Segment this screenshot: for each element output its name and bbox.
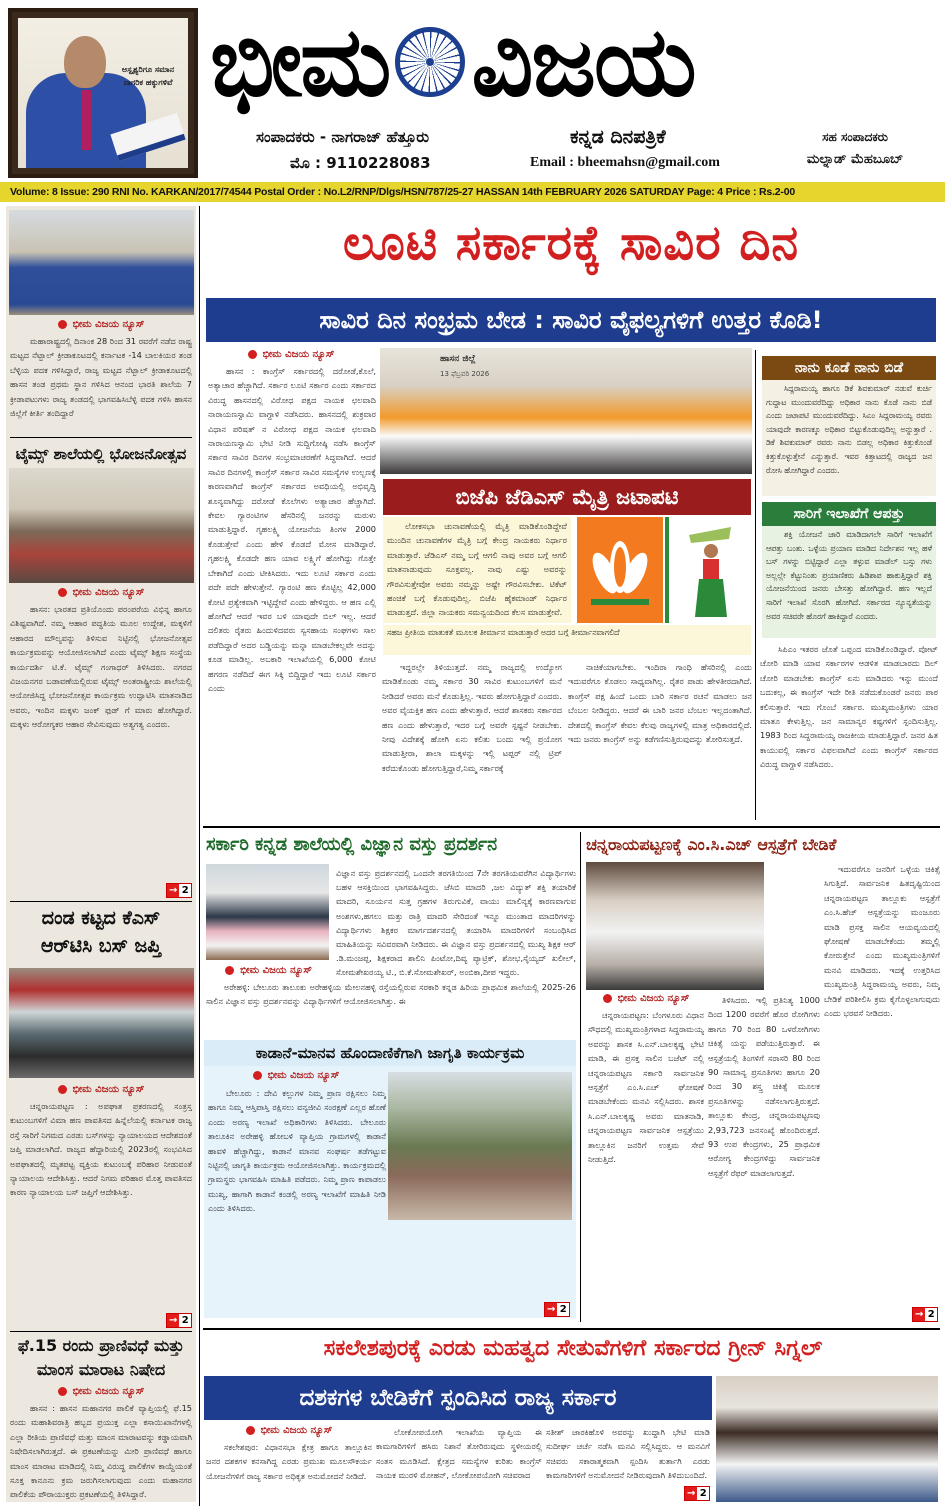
science-body-2 <box>336 866 576 980</box>
portrait-tie <box>82 90 92 150</box>
meat-ban-body: ಹಾಸನ : ಹಾಸನ ಮಹಾನಗರ ಪಾಲಿಕೆ ವ್ಯಾಪ್ತಿಯಲ್ಲಿ ಫೆ.15 ರಂದು ಮಹಾಶಿವರಾತ್ರಿ ಹಬ್ಬದ ಪ್ರಯುಕ್ತ ಎಲ್ಲಾ ಕಸಾಯಿಖಾನೆಗಳಲ್ಲಿ ಎಲ್ಲಾ ರೀತಿಯ ಪ್ರಾಣಿವಧೆ ಮತ್ತು ಮಾಂಸ ಮಾರಾಟವನ್ನು ಕಡ್ಡಾಯವಾಗಿ ನಿಷೇದಿಸಲಾಗಿರುತ್ತದೆ. ಈ ಪ್ರಕಟಣೆಯನ್ನು ಮೀರಿ ಪ್ರಾಣಿವಧೆ ಹಾಗೂ ಮಾಂಸ ಮಾರಾಟ ಮಾಡಿದಲ್ಲಿ ನಿಮ್ಮ ವಿರುದ್ಧ ಪಾಲಿಕೆಗಳ ಕಾಯ್ದೆಯಂತೆ ಸೂಕ್ತ ಕಾನೂನು ಕ್ರಮ ಜರುಗಿಸಲಾಗುವುದು ಎಂದು ಮಹಾನಗರ ಪಾಲಿಕೆಯ ಪೌರಾಯುಕ್ತರು ಪ್ರಕಟಣೆಯಲ್ಲಿ ತಿಳಿಸಿದ್ದಾರೆ. <box>10 1403 192 1500</box>
hospital-headline: ಚನ್ನರಾಯಪಟ್ಟಣಕ್ಕೆ ಎಂ.ಸಿ.ಎಚ್ ಆಸ್ಪತ್ರೆಗೆ ಬೇಡಿಕೆ <box>586 835 837 854</box>
bus-seizure-headline: ದಂಡ ಕಟ್ಟದ ಕೆಎಸ್ ಆರ್‌ಟಿಸಿ ಬಸ್ ಜಪ್ತಿ <box>40 907 162 957</box>
byline <box>204 1425 374 1436</box>
byline <box>6 1084 196 1095</box>
byline <box>206 349 376 360</box>
lead-para: ಸಿಪಿಎಂ ಇತರರ ಜೊತೆ ಒಪ್ಪಂದ ಮಾಡಿಕೊಂಡಿದ್ದಾರೆ. <box>778 644 919 654</box>
times-headline: ಟೈಮ್ಸ್ ಶಾಲೆಯಲ್ಲಿ ಭೋಜನೋತ್ಸವ <box>15 445 187 463</box>
bullet-icon <box>58 1387 67 1396</box>
lead-para: ಆದರೆ ದಲಿತರು ರೈತರು ಹಿಂದುಳಿದವರು ಸ್ವಸಹಾಯ ಸಂಘಗಳು ಸಾಲ ಪಡೆದಿದ್ದಾರೆ ಅದರ ಬಡ್ಡಿಯನ್ನು ಮನ್ನಾ ಮಾಡಬೇಕಲ್ಲವೇ ಅದನ್ನು ಕೂಡ ಮಾಡಿಲ್ಲ. <box>208 610 376 665</box>
portrait-head <box>64 36 106 88</box>
netball-body: ಮಹಾರಾಷ್ಟ್ರದಲ್ಲಿ ದಿನಾಂಕ 28 ರಿಂದ 31 ರವರೆಗೆ ನಡೆದ ರಾಷ್ಟ್ರ ಮಟ್ಟದ ನೆಟ್ಬಾಲ್ ಕ್ರೀಡಾಕೂಟದಲ್ಲಿ ಕರ್ನಾಟಕ -14 ಬಾಲಕಿಯರ ತಂಡ ಬೆಳ್ಳಿಯ ಪದಕ ಗಳಿಸಿದ್ದಾರೆ, ರಾಜ್ಯ ಮಟ್ಟದ ನೆಟ್ಬಾಲ್ ಕ್ರೀಡಾಕೂಟದಲ್ಲಿ ಹಾಸನ ತಂಡ ಪ್ರಥಮ ಸ್ಥಾನ ಗಳಿಸಿದ ಆನಂದ ಭಾರತಿ ಶಾಲೆಯ 7 ಕ್ರೀಡಾಪಟುಗಳು ರಾಜ್ಯ ತಂಡದಲ್ಲಿ ಭಾಗವಹಿಸಿಬೆಳ್ಳಿ ಪದಕ ಗಳಿಸಿ ಹಾಸನ ಜಿಲ್ಲೆಗೆ ಕೀರ್ತಿ ತಂದಿದ್ದಾರೆ <box>10 336 192 419</box>
byline <box>206 1070 386 1081</box>
column-divider <box>199 206 200 1506</box>
phone-line: ಮೊ : 9110228083 <box>290 154 431 172</box>
meat-ban-headline: ಫೆ.15 ರಂದು ಪ್ರಾಣಿವಧೆ ಮತ್ತು ಮಾಂಸ ಮಾರಾಟ ನಿಷೇದ <box>17 1336 185 1379</box>
awareness-program-photo <box>388 1072 572 1220</box>
sakaleshpur-headline: ಸಕಲೇಶಪುರಕ್ಕೆ ಎರಡು ಮಹತ್ವದ ಸೇತುವೆಗಳಿಗೆ ಸರ್ಕಾರದ ಗ್ರೀನ್ ಸಿಗ್ನಲ್ <box>323 1336 823 1361</box>
page-number: 2 <box>181 1315 189 1326</box>
lotus-icon <box>577 517 663 623</box>
hospital-column-3: ಇದುವರೆಗೂ ಜನರಿಗೆ ಒಳ್ಳೆಯ ಚಿಕಿತ್ಸೆ ಸಿಗುತ್ತಿದೆ. ಸಾರ್ವಜನಿಕ ಹಿತದೃಷ್ಟಿಯಿಂದ ಚನ್ನರಾಯಪಟ್ಟಣ ತಾಲ್ಲೂಕು ಆಸ್ಪತ್ರೆಗೆ ಎಂ.ಸಿ.ಹೆಚ್ ಆಸ್ಪತ್ರೆಯನ್ನು ಮಂಜೂರು ಮಾಡಿ ಪ್ರಸಕ್ತ ಸಾಲಿನ ಆಯವ್ಯಯದಲ್ಲಿ ಘೋಷಣೆ ಮಾಡಬೇಕೆಂದು ತಮ್ಮಲ್ಲಿ ಕೋರುತ್ತೇನೆ ಎಂದು ಮುಖ್ಯಮಂತ್ರಿಗಳಿಗೆ ಮನವಿ ಮಾಡಿದರು. ಇದಕ್ಕೆ ಉತ್ತರಿಸಿದ ಮುಖ್ಯಮಂತ್ರಿ ಸಿದ್ದರಾಮಯ್ಯ ಅವರು, ನಿಮ್ಮ ಬೇಡಿಕೆ ಪರಿಶೀಲಿಸಿ ಕ್ರಮ ಕೈಗೊಳ್ಳಲಾಗುವುದು ಎಂದು ಭರವಸೆ ನೀಡಿದರು. <box>824 864 940 1019</box>
hospital-meeting-photo <box>586 862 764 990</box>
lead-para: ಕಾಂಗ್ರೆಸ್ ಸರ್ಕಾರದ ಅವಧಿಯಲ್ಲಿ ಅಭಿವೃದ್ಧಿ ಶೂನ್ಯವಾಗಿದ್ದು ದರೋಡೆ ಕೊಲೆಗಳು ಅತ್ಯಾಚಾರ ಹೆಚ್ಚಾಗಿದೆ. <box>208 481 376 506</box>
elephant-headline: ಕಾಡಾನೆ-ಮಾನವ ಹೊಂದಾಣಿಕೆಗಾಗಿ ಜಾಗೃತಿ ಕಾರ್ಯಕ್ರಮ <box>204 1040 576 1066</box>
byline <box>206 965 331 976</box>
lead-column-2 <box>382 660 562 822</box>
lead-column-3 <box>568 660 752 822</box>
lead-para: ನಮ್ಮ ರಾಜ್ಯದಲ್ಲಿ ಉದ್ಯೋಗ ಮಾಡಿಕೊಂಡು ನಮ್ಮ ಸರ್ಕಾರ 30 ಸಾವಿರ ಕುಟುಂಬಗಳಿಗೆ ಮನೆ ನೀಡಿದರೆ ಅವರು ಮನೆ ಕೊಡುತ್ತಿಲ್ಲ. ಇವರು ಹೋಗುತ್ತಿದ್ದಾರೆ ಎಂದರು. <box>382 662 562 701</box>
bullet-icon <box>253 1071 262 1080</box>
lead-para: ನಾಚಿಕೆಯಾಗಬೇಕು. ಇಂದಿರಾ ಗಾಂಧಿ ಹೆಸರಿನಲ್ಲಿ ಎಂದು ಇದುವರೆಗೂ ಕೊಡಲು ಸಾಧ್ಯವಾಗಿಲ್ಲ. ರೈತರ ಪಾಡು ಹೇಳತೀರದಾಗಿದೆ. <box>568 662 752 687</box>
lead-para: ದೇಶದಲ್ಲಿ ಕಾಂಗ್ರೆಸ್ ಕೇವಲ ಕೆಲವು ರಾಜ್ಯಗಳಲ್ಲಿ ಮಾತ್ರ ಅಧಿಕಾರದಲ್ಲಿದೆ. ಇದು ಜನರು ಕಾಂಗ್ರೆಸ್ ಅನ್ನು ಕಡೆಗಣಿಸುತ್ತಿರುವುದನ್ನು ತೋರಿಸುತ್ತದೆ. <box>568 719 752 745</box>
bullet-icon <box>248 350 257 359</box>
lead-column-1 <box>208 364 376 826</box>
page-number: 2 <box>927 1309 935 1320</box>
co-editor-label: ಸಹ ಸಂಪಾದಕರು <box>822 130 888 144</box>
bullet-icon <box>58 1085 67 1094</box>
bjp-jds-body: ಲೋಕಸಭಾ ಚುನಾವಣೆಯಲ್ಲಿ ಮೈತ್ರಿ ಮಾಡಿಕೊಂಡಿದ್ದೇವೆ ಮುಂದಿನ ಚುನಾವಣೆಗಳ ಮೈತ್ರಿ ಬಗ್ಗೆ ಕೇಂದ್ರ ನಾಯಕರು ನಿರ್ಧಾರ ಮಾಡುತ್ತಾರೆ. ಜೆಡಿಎಸ್ ನಮ್ಮ ಬಗ್ಗೆ ಆಗಲಿ ನಾವು ಅವರ ಬಗ್ಗೆ ಆಗಲಿ ಮಾತನಾಡುವುದು ಸೂಕ್ತವಲ್ಲ. ನಾವು ಎಷ್ಟು ಅವರನ್ನು ಗೌರವಿಸುತ್ತೇವೋ ಅವರು ನಮ್ಮನ್ನು ಅಷ್ಟೇ ಗೌರವಿಸಬೇಕು. ಟಿಕೆಟ್ ಹಂಚಿಕೆ ಬಗ್ಗೆ ಕೊಡುವುದಿಲ್ಲ. ಬಿಜೆಪಿ ಹೈಕಮಾಂಡ್ ನಿರ್ಧಾರ ಮಾಡುತ್ತದೆ. ಜಿಲ್ಲಾ ನಾಯಕರು ಸಮನ್ವಯದಿಂದ ಕೆಲಸ ಮಾಡುತ್ತೇವೆ. <box>383 517 571 623</box>
byline-text: ಭೀಮ ವಿಜಯ ನ್ಯೂಸ್ <box>72 319 145 330</box>
science-exhibition-photo <box>206 864 329 960</box>
sakaleshpur-photo <box>716 1376 938 1502</box>
byline <box>6 1386 196 1397</box>
nanu-kode-headline: ನಾನು ಕೂಡೆ ನಾನು ಬಿಡೆ <box>762 356 936 380</box>
ambedkar-portrait <box>8 8 198 178</box>
co-editor-name: ಮಲ್ನಾಡ್ ಮೆಹಬೂಬ್ <box>806 152 904 167</box>
nanu-kode-body: ಸಿದ್ದರಾಮಯ್ಯ ಹಾಗೂ ಡಿಕೆ ಶಿವಕುಮಾರ್ ನಡುವೆ ಕುರ್ಚಿ ಗುದ್ದಾಟ ಮುಂದುವರೆದಿದ್ದು ಅಧಿಕಾರ ನಾನು ಕೊಡೆ ನಾನು ಬಿಡೆ ಎಂದು ಜಟಾಪಟಿ ಮುಂದುವರೆದಿದ್ದು. ಸಿಎಂ ಸಿದ್ದರಾಮಯ್ಯ ರವರು ಯಾವುದೇ ಕಾರಣಕ್ಕೂ ಅಧಿಕಾರ ಬಿಟ್ಟುಕೊಡುವುದಿಲ್ಲ ಅನ್ನುತ್ತಾರೆ . ಡಿಕೆ ಶಿವಕುಮಾರ್ ರವರು ನಾನು ಬಿಡಲ್ಲ ಅಧಿಕಾರ ಕಿತ್ತುಕೊಂಡೆ ಕಿತ್ತುಕೊಳ್ಳುತ್ತೇನೆ ಎನ್ನುತ್ತಾರೆ. ಇವರ ಕಿತ್ತಾಟದಲ್ಲಿ ರಾಜ್ಯದ ಜನ ರೋಸಿ ಹೋಗಿದ್ದಾರೆ ಎಂದರು. <box>762 380 936 496</box>
bjp-jds-caption: ಸಹಜ ಪ್ರೀತಿಯ ಮಾತುಕತೆ ಮೂಲಕ ತೀರ್ಮಾನ ಮಾಡುತ್ತಾರೆ ಅದರ ಬಗ್ಗೆ ತೀರ್ಮಾನವಾಗಲಿದೆ <box>383 625 751 655</box>
lead-para: ಇದು ಗೊಂಬೆ ಸರ್ಕಾರ. ಮುಖ್ಯಮಂತ್ರಿಗಳು ಯಾರ ಮಾತೂ ಕೇಳುತ್ತಿಲ್ಲ. ಜನ ಸಾಮಾನ್ಯರ ಕಷ್ಟಗಳಿಗೆ ಸ್ಪಂದಿಸುತ್ತಿಲ್ಲ. 1983 ರಿಂದ ಸಿದ್ದರಾಮಯ್ಯ ರಾಜಕೀಯ ಮಾಡುತ್ತಿದ್ದಾರೆ. <box>760 701 938 741</box>
email-line: Email : bheemahsn@gmail.com <box>530 155 720 170</box>
logo-left: ಭೀಮ <box>210 6 390 118</box>
sakaleshpur-column-2: ಲೋಕೋಪಯೋಗಿ ಇಲಾಖೆಯ ವ್ಯಾಪ್ತಿಯ ಈ ಕಾಮಗಾರಿಗಳಿಗೆ ಹಸಿರು ನಿಶಾನೆ ತೋರಿರುವುದು ಸ್ಥಳೀಯರಲ್ಲಿ ಸಂತಸ ಮೂಡಿಸಿದೆ. ಕ್ಷೇತ್ರದ ಸಮಸ್ಯೆಗಳ ಕುರಿತು ಕಾಂಗ್ರೆಸ್ ನಾಯಕ ಮುರಳಿ ಮೋಹನ್, ಲೋಕೋಪಯೋಗಿ ಸಚಿವರಾದ <box>376 1427 542 1481</box>
lead-para: ಹಾಸನದಲ್ಲಿ ಶುಕ್ರವಾರ ವಿಧಾನ ಪರಿಷತ್ ನ ವಿರೋಧ ಪಕ್ಷದ ನಾಯಕ ಛಲವಾದಿ ನಾರಾಯಣಸ್ವಾಮಿ ಭೇಟಿ ನೀಡಿ ಸುದ್ದಿಗೋಷ್ಠಿ ನಡೆಸಿ <box>208 409 376 449</box>
sarige-headline: ಸಾರಿಗೆ ಇಲಾಖೆಗೆ ಆಪತ್ತು <box>762 502 936 526</box>
bullet-icon <box>58 588 67 597</box>
continued-page-badge[interactable] <box>684 1486 710 1501</box>
column-divider <box>580 832 581 1322</box>
editor-line: ಸಂಪಾದಕರು - ನಾಗರಾಜ್ ಹೆತ್ತೂರು <box>256 128 429 146</box>
byline-text: ಭೀಮ ವಿಜಯ ನ್ಯೂಸ್ <box>72 1386 145 1397</box>
times-body: ಹಾಸನ: ಭಾರತದ ಪ್ರತಿಯೊಂದು ಪರಂಪರೆಯ ವಿಭಿನ್ನ ಹಾಗೂ ವಿಶಿಷ್ಟವಾಗಿದೆ. ನಮ್ಮ ಆಹಾರ ಪದ್ಧತಿಯ ಮೂಲ ಉದ್ದೇಶ, ಮಕ್ಕಳಿಗೆ ಆಹಾರದ ಮೌಲ್ಯವನ್ನು ತಿಳಿಸುವ ನಿಟ್ಟಿನಲ್ಲಿ ಭೋಜನೋತ್ಸವ ಕಾರ್ಯಕ್ರಮವನ್ನು ಆಯೋಜಿಸಲಾಗಿದೆ ಎಂದು ಟೈಮ್ಸ್ ಶಿಕ್ಷಣ ಸಂಸ್ಥೆಯ ಕಾರ್ಯದರ್ಶಿ ಟಿ.ಕೆ. ಟೈಮ್ಸ್ ಗಂಗಾಧರ್ ತಿಳಿಸಿದರು. ನಗರದ ವಿಜಯನಗರ ಬಡಾವಣೆಯಲ್ಲಿರುವ ಟೈಮ್ಸ್ ಅಂತರಾಷ್ಟ್ರೀಯ ಶಾಲೆಯಲ್ಲಿ ಆಯೋಜಿಸಿದ್ದ ಭೋಜನೋತ್ಸವ ಕಾರ್ಯಕ್ರಮ ಉದ್ಘಾಟಿಸಿ ಮಾತನಾಡಿದ ಅವರು, ಇಂದಿನ ಮಕ್ಕಳು ಜಂಕ್ ಫುಡ್ ಗೆ ಮಾರು ಹೋಗಿದ್ದಾರೆ. ಮಕ್ಕಳು ಆರೋಗ್ಯಕರ ಆಹಾರ ಸೇವಿಸುವುದು ಅತ್ಯಗತ್ಯ ಎಂದರು. <box>10 604 192 730</box>
byline-text: ಭೀಮ ವಿಜಯ ನ್ಯೂಸ್ <box>240 965 312 976</box>
science-para: ಜೆಸಿಬಿ ಮಾದರಿ ,ಜಲ ವಿದ್ಯುತ್ ಶಕ್ತಿ ತಯಾರಿಕೆ ಮಾದರಿ, ಸೂರ್ಯನ ಸುತ್ತ ಗ್ರಹಗಳ ತಿರುಗುವಿಕೆ, ವಾಯು ಮಾಲಿನ್ಯಕ್ಕೆ ಕಾರಣವಾಗುವ ಅಂಶಗಳು,ಹಗಲು ಮತ್ತು ರಾತ್ರಿ ಮಾದರಿ ಸೇರಿದಂತೆ ಇನ್ನೂ ಮುಂತಾದ ಮಾದರಿಗಳನ್ನು ವಿದ್ಯಾರ್ಥಿಗಳು ಶಿಕ್ಷಕರ ಮಾರ್ಗದರ್ಶನದಲ್ಲಿ ತಯಾರಿಸಿ ಮಾದರಿಗಳಿಗೆ ಸಂಬಂಧಿಸಿದ ಮಾಹಿತಿಯನ್ನು ಸವಿವರವಾಗಿ ನೀಡಿದರು. <box>336 882 576 950</box>
divider <box>203 826 940 828</box>
lead-para: ವೋಟ್ ಚೋರಿ ಮಾಡಿ ಯಾವ ಸರ್ಕಾರಗಳ ಆಡಳಿತ ಮಾಡಬಾರದು ದಿಲ್ ಚೋರಿ ಮಾಡಬೇಕು ಕಾಂಗ್ರೆಸ್ ಏನು ಮಾಡಿದರು ಇನ್ನು ಮುಂದೆ ಬದುಕಲ್ಲ, ಈ ಕಾಂಗ್ರೆಸ್ ಇದೇ ರೀತಿ ನಡೆದುಕೊಂಡರೆ ಜನರು ಪಾಠ ಕಲಿಸುತ್ತಾರೆ. <box>760 644 938 712</box>
byline-text: ಭೀಮ ವಿಜಯ ನ್ಯೂಸ್ <box>260 1425 333 1436</box>
lead-para: ಇದ್ದರಲ್ಲೇ ತಿಳಿಯುತ್ತದೆ. <box>400 662 478 672</box>
divider <box>10 1331 192 1332</box>
page-number: 2 <box>559 1304 567 1315</box>
ashoka-chakra-icon <box>395 27 465 97</box>
continued-page-badge[interactable] <box>912 1307 938 1322</box>
divider <box>203 1328 940 1330</box>
byline-text: ಭೀಮ ವಿಜಯ ನ್ಯೂಸ್ <box>267 1070 340 1081</box>
bjp-logo <box>577 517 663 623</box>
arrow-right-icon: → <box>913 1308 925 1321</box>
press-meet-photo <box>380 348 752 474</box>
lead-para: ಕೇವಲ ಗ್ಯಾರಂಟಿಗಳ ಹೆಸರಿನಲ್ಲಿ ಜನರನ್ನು ಮರುಳು ಮಾಡುತ್ತಿದ್ದಾರೆ. ಗೃಹಲಕ್ಷ್ಮಿ ಯೋಜನೆಯ ತಿಂಗಳ 2000 ಕೊಡುತ್ತೇವೆ ಎಂದು ಹೇಳಿ ಕೊಡದೆ ಮೋಸ ಮಾಡಿದ್ದಾರೆ. <box>208 510 376 549</box>
bullet-icon <box>225 966 234 975</box>
newspaper-logo <box>210 2 935 122</box>
bjp-jds-headline: ಬಿಜೆಪಿ ಜೆಡಿಎಸ್ ಮೈತ್ರಿ ಜಟಾಪಟಿ <box>383 479 751 515</box>
hospital-column-1: ಚನ್ನರಾಯಪಟ್ಟಣ: ಬೆಂಗಳೂರು ವಿಧಾನ ಸೌಧದಲ್ಲಿ ಮುಖ್ಯಮಂತ್ರಿಗಳಾದ ಸಿದ್ದರಾಮಯ್ಯ ಅವರನ್ನು ಶಾಸಕ ಸಿ.ಎನ್.ಬಾಲಕೃಷ್ಣ ಭೇಟಿ ಮಾಡಿ, ಈ ಪ್ರಸಕ್ತ ಸಾಲಿನ ಬಜೆಟ್ ನಲ್ಲಿ ಚನ್ನರಾಯಪಟ್ಟಣ ಸರ್ಕಾರಿ ಸಾರ್ವಜನಿಕ ಆಸ್ಪತ್ರೆಗೆ ಎಂ.ಸಿ.ಎಚ್ ಘೋಷಣೆ ಮಾಡಬೇಕೆಂದು ಮನವಿ ಸಲ್ಲಿಸಿದರು. ಶಾಸಕ ಸಿ.ಎನ್.ಬಾಲಕೃಷ್ಣ ಅವರು ಮಾತನಾಡಿ, ಚನ್ನರಾಯಪಟ್ಟಣ ಸಾರ್ವಜನಿಕ ಆಸ್ಪತ್ರೆಯು ತಾಲ್ಲೂಕಿನ ಜನರಿಗೆ ಉತ್ತಮ ಸೇವೆ ನೀಡುತ್ತಿದೆ. <box>588 1010 704 1165</box>
divider <box>10 437 192 438</box>
byline-text: ಭೀಮ ವಿಜಯ ನ್ಯೂಸ್ <box>617 993 690 1004</box>
lead-column-4 <box>760 642 938 820</box>
times-school-photo <box>9 468 194 583</box>
lead-para: ಕಾಂಗ್ರೆಸ್ ಪಕ್ಷ ಹಿಂದೆ ಒಂದು ಬಾರಿ ಸರ್ಕಾರ ರಚನೆ ಮಾಡಲು ಜನ ಬೆಂಬಲ ನೀಡಿದ್ದರು. ಆದರೆ ಈ ಬಾರಿ ಜನರ ಬೆಂಬಲ ಇಲ್ಲದಂತಾಗಿದೆ. <box>568 690 752 716</box>
bullet-icon <box>246 1426 255 1435</box>
lead-headline: ಲೂಟಿ ಸರ್ಕಾರಕ್ಕೆ ಸಾವಿರ ದಿನ <box>342 215 800 271</box>
lead-para: ಕಾಂಗ್ರೆಸ್ ಸರ್ಕಾರ ಸಾವಿರ ದಿನಗಳ ಸಂಭ್ರಮಾಚರಣೆಗೆ ಸಿದ್ಧವಾಗಿದೆ. ಆದರೆ ಸಾವಿರ ದಿನಗಳಲ್ಲಿ ಕಾಂಗ್ರೆಸ್ ಸರ್ಕಾರ ಸಾವಿರ ಸಮಸ್ಯೆಗಳ ಉಲ್ಬಣಕ್ಕೆ ಕಾರಣವಾಗಿದೆ <box>208 438 376 492</box>
page-number: 2 <box>181 885 189 896</box>
portrait-quote: ಅಸ್ಪೃಶ್ಯರಿಗೂ ಸಮಾನ ನಾಗರಿಕ ಹಕ್ಕುಗಳಿವೆ <box>121 65 175 87</box>
lead-subheadline: ಸಾವಿರ ದಿನ ಸಂಭ್ರಮ ಬೇಡ : ಸಾವಿರ ವೈಫಲ್ಯಗಳಿಗೆ ಉತ್ತರ ಕೊಡಿ! <box>206 298 936 342</box>
netball-team-photo <box>9 210 194 315</box>
byline <box>6 319 196 330</box>
continued-page-badge[interactable] <box>544 1302 570 1317</box>
lead-para: ಇದು ಲೂಟಿ ಸರ್ಕಾರ ಎಂದು ಪದೇ ಪದೇ ಹೇಳುತ್ತೇನೆ. ಗ್ಯಾರಂಟಿ ಹಣ ಕೊಟ್ಟಿಲ್ಲ 42,000 ಕೋಟಿ ಪ್ರತ್ಯೇಕವಾಗಿ ಇಟ್ಟಿದ್ದೇವೆ ಎಂದು ಹೇಳಿದ್ದರು. ಆ ಹಣ ಎಲ್ಲಿ ಹೋಗಿದೆ ಆದರೆ ಇವರ ಬಳಿ ಯಾವುದೇ ಬಿಲ್ ಇಲ್ಲ. <box>208 567 376 621</box>
jds-logo <box>665 517 751 623</box>
arrow-right-icon: → <box>545 1303 557 1316</box>
sakaleshpur-column-1: ಸಕಲೇಶಪುರ: ವಿಧಾನಸಭಾ ಕ್ಷೇತ್ರ ಹಾಗೂ ತಾಲ್ಲೂಕಿನ ಜನರ ದಶಕಗಳ ಕನಸಾಗಿದ್ದ ಎರಡು ಪ್ರಮುಖ ಮೂಲಸೌಕರ್ಯ ಯೋಜನೆಗಳಿಗೆ ರಾಜ್ಯ ಸರ್ಕಾರ ಅಧಿಕೃತ ಅನುಮೋದನೆ ನೀಡಿದೆ. <box>206 1442 372 1481</box>
tagline: ಕನ್ನಡ ದಿನಪತ್ರಿಕೆ <box>570 126 666 148</box>
byline-text: ಭೀಮ ವಿಜಯ ನ್ಯೂಸ್ <box>262 349 335 360</box>
science-headline: ಸರ್ಕಾರಿ ಕನ್ನಡ ಶಾಲೆಯಲ್ಲಿ ವಿಜ್ಞಾನ ವಸ್ತು ಪ್ರದರ್ಶನ <box>206 834 498 855</box>
lead-para: ಅಬಕಾರಿ ಇಲಾಖೆಯಲ್ಲಿ 6,000 ಕೋಟಿ ಹಗರಣ ನಡೆದಿದೆ ಈಗ ಸಿಕ್ಕಿ ಬಿದ್ದಿದ್ದಾರೆ ಇದು ಲೂಟಿ ಸರ್ಕಾರ ಎಂದು <box>208 654 376 693</box>
photo-banner-date: 13 ಫೆಬ್ರವರಿ 2026 <box>440 370 490 378</box>
lead-para: ಜನರ ಹಿತ ಕಾಯುವಲ್ಲಿ ಸರ್ಕಾರ ವಿಫಲವಾಗಿದೆ ಎಂದು ಕಾಂಗ್ರೆಸ್ ಸರ್ಕಾರದ ವಿರುದ್ಧ ವಾಗ್ದಾಳಿ ನಡೆಸಿದರು. <box>760 730 938 770</box>
arrow-right-icon: → <box>167 1314 179 1327</box>
bullet-icon <box>603 994 612 1003</box>
continued-page-badge[interactable] <box>166 883 192 898</box>
elephant-body: ಬೇಲೂರು : ದೇವಿ ಕಲ್ಲುಗಳ ನಿಮ್ಮ ಪ್ರಾಣ ರಕ್ಷಿಸಲು ನಿಮ್ಮ ಹಾಗೂ ನಿಮ್ಮ ಆಸ್ತಿಪಾಸ್ತಿ ರಕ್ಷಿಸಲು ವನ್ಯಜೀವಿ ಸಂರಕ್ಷಣೆ ಎಲ್ಲರ ಹೊಣೆ ಎಂದು ಅರಣ್ಯ ಇಲಾಖೆ ಅಧಿಕಾರಿಗಳು ತಿಳಿಸಿದರು. ಬೇಲೂರು ತಾಲೂಕಿನ ಅರೇಹಳ್ಳಿ ಹೋಬಳಿ ವ್ಯಾಪ್ತಿಯ ಗ್ರಾಮಗಳಲ್ಲಿ ಕಾಡಾನೆ ಹಾವಳಿ ಹೆಚ್ಚಾಗಿದ್ದು, ಕಾಡಾನೆ ಮಾನವ ಸಂಘರ್ಷ ತಡೆಗಟ್ಟುವ ನಿಟ್ಟಿನಲ್ಲಿ ಜಾಗೃತಿ ಕಾರ್ಯಕ್ರಮ ಆಯೋಜಿಸಲಾಗಿತ್ತು. ಕಾರ್ಯಕ್ರಮದಲ್ಲಿ ಗ್ರಾಮಸ್ಥರು ಭಾಗವಹಿಸಿ ಮಾಹಿತಿ ಪಡೆದರು. ನಿಮ್ಮ ಪ್ರಾಣ ಕಾಪಾಡಲು ಮುಖ್ಯ, ಹಾಗಾಗಿ ಕಾಡಾನೆ ಕಂಡಲ್ಲಿ ಅರಣ್ಯ ಇಲಾಖೆಗೆ ಮಾಹಿತಿ ನೀಡಿ ಎಂದು ತಿಳಿಸಿದರು. <box>208 1088 386 1214</box>
sakaleshpur-subheadline: ದಶಕಗಳ ಬೇಡಿಕೆಗೆ ಸ್ಪಂದಿಸಿದ ರಾಜ್ಯ ಸರ್ಕಾರ <box>204 1376 712 1420</box>
science-para: ಈ ವಿಜ್ಞಾನ ವಸ್ತು ಪ್ರದರ್ಶನದಲ್ಲಿ ಮುಖ್ಯ ಶಿಕ್ಷಕ ಆರ್ .ಡಿ.ಮಂಜಪ್ಪ, ಶಿಕ್ಷಕರಾದ ಶಾಲಿನಿ ಪಿಂಟೋ,ದಿವ್ಯ ಪ್ಯಾಟ್ರಿಕ್, ಶೋಭ,ಸೈಯ್ಯದ್ ಖಲೀಲ್, ಸೋಮಶೇಖರಯ್ಯ ಟಿ., ಬಿ.ಕೆ.ಸೋಮಶೇಖರ್, ಅಂಬಿಕಾ,ದೀಪ ಇದ್ದರು. <box>336 939 576 978</box>
farmer-woman-icon <box>669 517 751 623</box>
bus-photo <box>9 968 194 1078</box>
divider <box>10 901 192 902</box>
lead-para: ಹಾಸನ : ಕಾಂಗ್ರೆಸ್ ಸರ್ಕಾರದಲ್ಲಿ ದರೋಡೆ,ಕೊಲೆ, ಅತ್ಯಾಚಾರ ಹೆಚ್ಚಾಗಿದೆ. ಸರ್ಕಾರ ಲೂಟಿ ಸರ್ಕಾರ ಎಂದು ಸರ್ಕಾರದ ವಿರುದ್ಧ ಹಾಸನದಲ್ಲಿ ವಿರೋಧ ಪಕ್ಷದ ನಾಯಕ ಛಲವಾದಿ ನಾರಾಯಣಸ್ವಾಮಿ ವಾಗ್ದಾಳಿ ನಡೆಸಿದರು. <box>208 366 376 420</box>
byline-text: ಭೀಮ ವಿಜಯ ನ್ಯೂಸ್ <box>72 587 145 598</box>
continued-page-badge[interactable] <box>166 1313 192 1328</box>
byline <box>6 587 196 598</box>
arrow-right-icon: → <box>685 1487 697 1500</box>
page-number: 2 <box>699 1488 707 1499</box>
byline <box>586 993 706 1004</box>
issue-info-strip: Volume: 8 Issue: 290 RNI No. KARKAN/2017/74544 Postal Order : No.L2/RNP/Dlgs/HSN/787/25-27 HASSAN 14th FEBRUARY 2026 SATURDAY Page: 4 Price : Rs.2-00 <box>0 182 945 202</box>
science-para: ವಿಜ್ಞಾನ ವಸ್ತು ಪ್ರದರ್ಶನದಲ್ಲಿ ಒಂದನೇ ತರಗತಿಯಿಂದ 7ನೇ ತರಗತಿಯವರೆಗಿನ ವಿದ್ಯಾರ್ಥಿಗಳು ಬಹಳ ಆಸಕ್ತಿಯಿಂದ ಭಾಗವಹಿಸಿದ್ದರು. <box>336 868 576 893</box>
column-divider <box>755 350 756 820</box>
byline-text: ಭೀಮ ವಿಜಯ ನ್ಯೂಸ್ <box>72 1084 145 1095</box>
photo-banner-text: ಹಾಸನ ಜಿಲ್ಲೆ <box>440 354 476 364</box>
lead-para: ನೀವು ವಿದೇಶಕ್ಕೆ ಹೋಗಿ ಏನು ಕಲಿತು ಬಂದು ಇಲ್ಲಿ ಪ್ರಯೋಗ ಮಾಡುತ್ತೀರಾ, ಶಾಲಾ ಮಕ್ಕಳನ್ನು ಇಲ್ಲಿ ಟಪ್ಪರ್ ನಲ್ಲಿ ಟ್ರಿಪ್ ಕರೆದುಕೊಂಡು ಹೋಗುತ್ತಿದ್ದಾರೆ,ನಿಮ್ಮ ಸರ್ಕಾರಕ್ಕೆ <box>382 734 562 773</box>
bullet-icon <box>58 320 67 329</box>
hospital-column-2: ತಿಳಿಸಿದರು. ಇಲ್ಲಿ ಪ್ರತಿನಿತ್ಯ 1000 ದಿಂದ 1200 ರವರೆಗೆ ಹೊರ ರೋಗಿಗಳು ಹಾಗೂ 70 ರಿಂದ 80 ಒಳರೋಗಿಗಳು ಚಿಕಿತ್ಸೆ ಯನ್ನು ಪಡೆಯುತ್ತಿರುತ್ತಾರೆ. ಈ ಆಸ್ಪತ್ರೆಯಲ್ಲಿ ತಿಂಗಳಿಗೆ ಸರಾಸರಿ 80 ರಿಂದ 90 ಸಾಮಾನ್ಯ ಪ್ರಸೂತಿಗಳು ಹಾಗೂ 20 ರಿಂದ 30 ಶಸ್ತ್ರ ಚಿಕಿತ್ಸೆ ಮೂಲಕ ಪ್ರಸೂತಿಗಳನ್ನು ನಡೆಸಲಾಗುತ್ತಿರುತ್ತದೆ. ತಾಲ್ಲೂಕು ಕೇಂದ್ರ, ಚನ್ನರಾಯಪಟ್ಟಣವು 2,93,723 ಜನಸಂಖ್ಯೆ ಹೊಂದಿರುತ್ತದೆ. 93 ಉಪ ಕೇಂದ್ರಗಳು, 25 ಪ್ರಾಥಮಿಕ ಆರೋಗ್ಯ ಕೇಂದ್ರಗಳಿದ್ದು ಸಾರ್ವಜನಿಕ ಆಸ್ಪತ್ರೆಗೆ ರೆಫರ್ ಮಾಡಲಾಗುತ್ತದೆ. <box>708 995 820 1178</box>
sakaleshpur-column-3: ಸತೀಶ್ ಜಾರಕಿಹೊಳಿ ಅವರನ್ನು ಖುದ್ದಾಗಿ ಭೇಟಿ ಮಾಡಿ ಸುದೀರ್ಘ ಚರ್ಚೆ ನಡೆಸಿ ಮನವಿ ಸಲ್ಲಿಸಿದ್ದರು. ಆ ಮನವಿಗೆ ಸಚಿವರು ಸಕಾರಾತ್ಮಕವಾಗಿ ಸ್ಪಂದಿಸಿ ತುರ್ತಾಗಿ ಎರಡು ಕಾಮಗಾರಿಗಳಿಗೆ ಅನುಮೋದನೆ ನೀಡಿರುವುದಾಗಿ ತಿಳಿದುಬಂದಿದೆ. <box>546 1427 710 1481</box>
logo-right: ವಿಜಯ <box>471 6 695 118</box>
lead-para: ಗೃಹಲಕ್ಷ್ಮಿ ಕೊಡದೇ ಹಣ ಯಾವ ಲಕ್ಷ್ಮಿಗೆ ಹೋಗಿದ್ದು ಗೊತ್ತೇ ಬೇಕಾಗಿದೆ ಎಂದು ಟೀಕಿಸಿದರು. <box>208 553 376 578</box>
science-body-1: ಅರೇಹಳ್ಳಿ: ಬೇಲೂರು ತಾಲೂಕು ಅರೇಹಳ್ಳಿಯ ಮೇಲನಹಳ್ಳಿ ರಸ್ತೆಯಲ್ಲಿರುವ ಸರಕಾರಿ ಕನ್ನಡ ಹಿರಿಯ ಪ್ರಾಥಮಿಕ ಶಾಲೆಯಲ್ಲಿ 2025-26 ಸಾಲಿನ ವಿಜ್ಞಾನ ವಸ್ತು ಪ್ರದರ್ಶನವನ್ನು ವಿದ್ಯಾರ್ಥಿಗಳಿಗೆ ಆಯೋಜಿಸಲಾಗಿತ್ತು. ಈ <box>206 982 576 1006</box>
lead-para: ಅವರ ವೈಯಕ್ತಿಕ ಹಣ ಎಂದು ಹೇಳುತ್ತಾರೆ. ಆದರೆ ಶಾಸಕರು ಸರ್ಕಾರದ ಹಣ ಎಂದು ಹೇಳುತ್ತಾರೆ, ಇದರ ಬಗ್ಗೆ ಅವರೇ ಸ್ಪಷ್ಟನೆ ನೀಡಬೇಕು. <box>382 705 562 730</box>
arrow-right-icon: → <box>167 884 179 897</box>
sarige-body: ಶಕ್ತಿ ಯೋಜನೆ ಜಾರಿ ಮಾಡಿದಾಗಲೇ ಸಾರಿಗೆ ಇಲಾಖೆಗೆ ಆಪತ್ತು ಬಂತು. ಒಳ್ಳೆಯ ಪ್ರಯಾಣ ಮಾಡಿದ ನಿರ್ದೇಶನ ಇಲ್ಲ ಹಳೆ ಬಸ್ ಗಳನ್ನು ಬಿಟ್ಟಿದ್ದಾರೆ ಎಲ್ಲಾ ತಳ್ಳುವ ಮಾಡೆಲ್ ಬಸ್ಸು ಗಳು ಅಲ್ಲಲ್ಲೇ ಕೆಟ್ಟುನಿಂತು ಪ್ರಯಾಣಿಕರು ಹಿಡಿಶಾಪ ಹಾಕುತ್ತಿದ್ದಾರೆ ಶಕ್ತಿ ಯೋಜನೆಯಿಂದ ಜನರು ಬೇಸತ್ತು ಹೋಗಿದ್ದಾರೆ. ಹಣ ಇಲ್ಲದೆ ಸಾರಿಗೆ ಇಲಾಖೆ ಸೊರಗಿ ಹೋಗಿದೆ. ಸರ್ಕಾರದ ನ್ಯೂನ್ಯತೆಯನ್ನು ಅವರ ಸಚಿವರೇ ಹೊರಗೆ ಹಾಕಿದ್ದಾರೆ ಎಂದರು. <box>762 526 936 638</box>
bus-seizure-body: ಚನ್ನರಾಯಪಟ್ಟಣ : ಅಪಘಾತ ಪ್ರಕರಣದಲ್ಲಿ ಸಂತ್ರಸ್ತ ಕುಟುಂಬಗಳಿಗೆ ವಿಮಾ ಹಣ ಪಾವತಿಸದ ಹಿನ್ನೆಲೆಯಲ್ಲಿ ಕರ್ನಾಟಕ ರಾಜ್ಯ ರಸ್ತೆ ಸಾರಿಗೆ ನಿಗಮದ ಎರಡು ಬಸ್‌ಗಳನ್ನು ನ್ಯಾಯಾಲಯದ ಆದೇಶದಂತೆ ಜಪ್ತಿ ಮಾಡಲಾಗಿದೆ. ರಾಜ್ಯದ ಹೆದ್ದಾರಿಯಲ್ಲಿ 2023ರಲ್ಲಿ ಸಂಭವಿಸಿದ ಅಪಘಾತದಲ್ಲಿ ಮೃತಪಟ್ಟ ವ್ಯಕ್ತಿಯ ಕುಟುಂಬಕ್ಕೆ ಪರಿಹಾರ ನೀಡುವಂತೆ ನ್ಯಾಯಾಲಯ ಆದೇಶಿಸಿತ್ತು. ಆದರೆ ನಿಗಮ ಪರಿಹಾರ ಮೊತ್ತ ಪಾವತಿಸದ ಕಾರಣ ನ್ಯಾಯಾಲಯ ಬಸ್ ಜಪ್ತಿಗೆ ಆದೇಶಿಸಿತ್ತು. <box>10 1101 192 1198</box>
